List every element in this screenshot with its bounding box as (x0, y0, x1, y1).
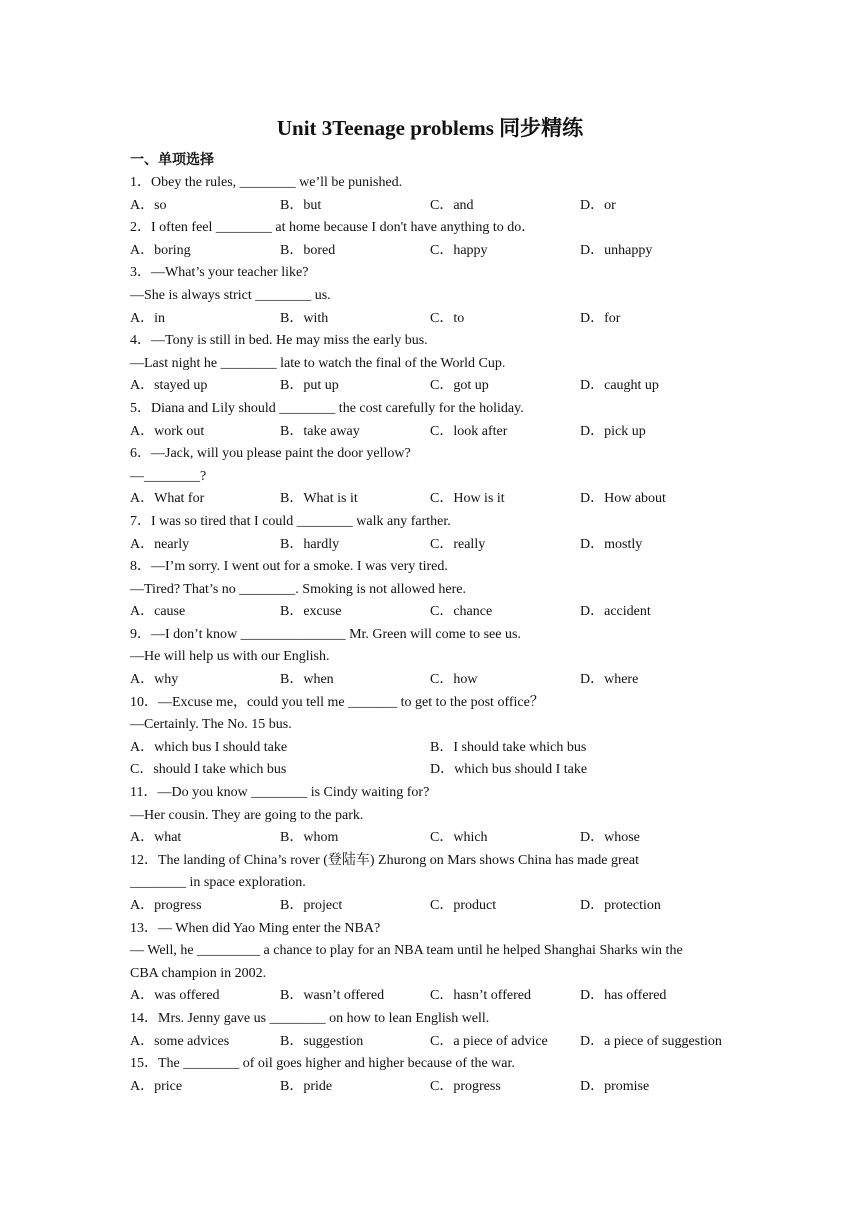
question-stem-line: —Her cousin. They are going to the park. (130, 807, 364, 823)
question-item (130, 692, 740, 782)
answer-option: A．nearly (130, 536, 190, 552)
answer-option: B．but (280, 197, 322, 213)
question-item (130, 511, 740, 556)
options-row (130, 759, 740, 782)
answer-option: A．what (130, 830, 182, 846)
answer-option: D．a piece of suggestion (580, 1033, 722, 1049)
question-stem-line: 5．Diana and Lily should ________ the cost carefully for the holiday. (130, 400, 524, 416)
question-item (130, 172, 740, 217)
question-item (130, 782, 740, 850)
question-stem-line: 8．—I’m sorry. I went out for a smoke. I was very tired. (130, 559, 448, 575)
answer-option: C．hasn’t offered (430, 988, 531, 1004)
answer-option: B．I should take which bus (430, 739, 587, 755)
options-row (130, 1076, 740, 1099)
answer-option: A．was offered (130, 988, 220, 1004)
question-item (130, 330, 740, 398)
answer-option: B．bored (280, 242, 336, 258)
question-stem-line: —Tired? That’s no ________. Smoking is not allowed here. (130, 581, 466, 597)
answer-option: A．so (130, 197, 167, 213)
answer-option: B．project (280, 898, 343, 913)
answer-option: D．caught up (580, 378, 659, 394)
options-row (130, 669, 740, 692)
answer-option: A．stayed up (130, 378, 208, 394)
question-stem-line: 6．—Jack, will you please paint the door yellow? (130, 446, 411, 462)
answer-option: A．work out (130, 423, 205, 439)
question-item (130, 850, 740, 918)
options-row (130, 375, 740, 398)
answer-option: C．progress (430, 1078, 501, 1094)
answer-option: B．put up (280, 378, 339, 394)
answer-option: D．accident (580, 604, 651, 620)
question-list (130, 172, 740, 1098)
question-stem-line: — Well, he _________ a chance to play for an NBA team until he helped Shanghai Sharks win the (130, 943, 683, 959)
question-stem-line: 1．Obey the rules, ________ we’ll be punished. (130, 175, 403, 190)
question-stem-line: 12．The landing of China’s rover (登陆车) Zhurong on Mars shows China has made great (130, 852, 639, 868)
question-item (130, 918, 740, 1008)
answer-option: D．which bus should I take (430, 762, 588, 778)
answer-option: C．and (430, 197, 474, 213)
options-row (130, 488, 740, 511)
question-stem-line: 15．The ________ of oil goes higher and higher because of the war. (130, 1056, 515, 1072)
answer-option: D．for (580, 310, 621, 326)
question-stem-line: —Certainly. The No. 15 bus. (130, 717, 292, 733)
title-chinese: 同步精练 (499, 116, 584, 140)
answer-option: C．a piece of advice (430, 1033, 548, 1049)
answer-option: B．take away (280, 423, 360, 439)
section-heading: 一、单项选择 (130, 152, 214, 168)
answer-option: D．How about (580, 491, 666, 507)
question-item (130, 624, 740, 692)
answer-option: C．look after (430, 423, 508, 439)
question-stem-line: CBA champion in 2002. (130, 965, 267, 981)
question-stem-line: 3．—What’s your teacher like? (130, 265, 309, 281)
answer-option: C．product (430, 898, 497, 913)
answer-option: C．How is it (430, 491, 505, 507)
answer-option: A．price (130, 1078, 183, 1094)
answer-option: D．unhappy (580, 242, 653, 258)
question-stem-line: 2．I often feel ________ at home because I don't have anything to do． (130, 220, 536, 236)
answer-option: B．whom (280, 830, 339, 846)
answer-option: A．some advices (130, 1033, 230, 1049)
options-row (130, 240, 740, 263)
question-stem-line: 10．—Excuse me，could you tell me _______ to get to the post office？ (130, 694, 544, 710)
options-row (130, 421, 740, 444)
question-stem-line: 4．—Tony is still in bed. He may miss the early bus. (130, 333, 428, 349)
answer-option: B．when (280, 672, 334, 688)
answer-option: C．really (430, 536, 486, 552)
options-row (130, 827, 740, 850)
page-title (0, 114, 860, 142)
question-stem-line: 11．—Do you know ________ is Cindy waiting for? (130, 785, 430, 801)
answer-option: B．pride (280, 1078, 333, 1094)
question-stem-line: —________? (130, 468, 207, 484)
options-row (130, 601, 740, 624)
question-stem-line: 9．—I don’t know _______________ Mr. Green will come to see us. (130, 626, 521, 642)
question-stem-line: 14．Mrs. Jenny gave us ________ on how to lean English well. (130, 1010, 490, 1026)
answer-option: A．which bus I should take (130, 739, 288, 755)
options-row (130, 985, 740, 1008)
answer-option: B．What is it (280, 491, 358, 507)
options-row (130, 1031, 740, 1054)
answer-option: B．suggestion (280, 1033, 364, 1049)
answer-option: D．pick up (580, 423, 646, 439)
answer-option: B．excuse (280, 604, 342, 620)
options-row (130, 534, 740, 557)
answer-option: D．protection (580, 898, 661, 913)
answer-option: B．wasn’t offered (280, 988, 385, 1004)
question-item (130, 443, 740, 511)
options-row (130, 195, 740, 218)
answer-option: C．to (430, 310, 465, 326)
answer-option: C．chance (430, 604, 493, 620)
answer-option: A．in (130, 310, 165, 326)
answer-option: A．progress (130, 898, 202, 913)
question-stem-line: —Last night he ________ late to watch the final of the World Cup. (130, 355, 506, 371)
question-item (130, 217, 740, 262)
question-item (130, 1008, 740, 1053)
answer-option: B．hardly (280, 536, 340, 552)
answer-option: B．with (280, 310, 329, 326)
answer-option: D．where (580, 672, 639, 688)
answer-option: D．whose (580, 830, 640, 846)
question-stem-line: —She is always strict ________ us. (130, 287, 331, 303)
answer-option: C．happy (430, 242, 488, 258)
answer-option: A．why (130, 672, 179, 688)
answer-option: A．boring (130, 242, 191, 258)
question-stem-line: 7．I was so tired that I could ________ walk any farther. (130, 513, 451, 529)
answer-option: C．which (430, 830, 488, 846)
question-item (130, 556, 740, 624)
question-stem-line: ________ in space exploration. (130, 875, 306, 891)
question-stem-line: 13．— When did Yao Ming enter the NBA? (130, 920, 381, 936)
options-row (130, 308, 740, 331)
answer-option: A．cause (130, 604, 186, 620)
answer-option: C．got up (430, 378, 489, 394)
answer-option: C．should I take which bus (130, 762, 287, 778)
question-item (130, 398, 740, 443)
answer-option: D．or (580, 197, 616, 213)
answer-option: C．how (430, 672, 478, 688)
title-english: Unit 3Teenage problems (276, 116, 494, 140)
question-stem-line: —He will help us with our English. (130, 649, 330, 665)
answer-option: D．has offered (580, 988, 667, 1004)
answer-option: D．mostly (580, 536, 643, 552)
answer-option: A．What for (130, 491, 205, 507)
answer-option: D．promise (580, 1078, 650, 1094)
options-row (130, 737, 740, 760)
options-row (130, 895, 740, 918)
question-item (130, 1053, 740, 1098)
question-item (130, 262, 740, 330)
